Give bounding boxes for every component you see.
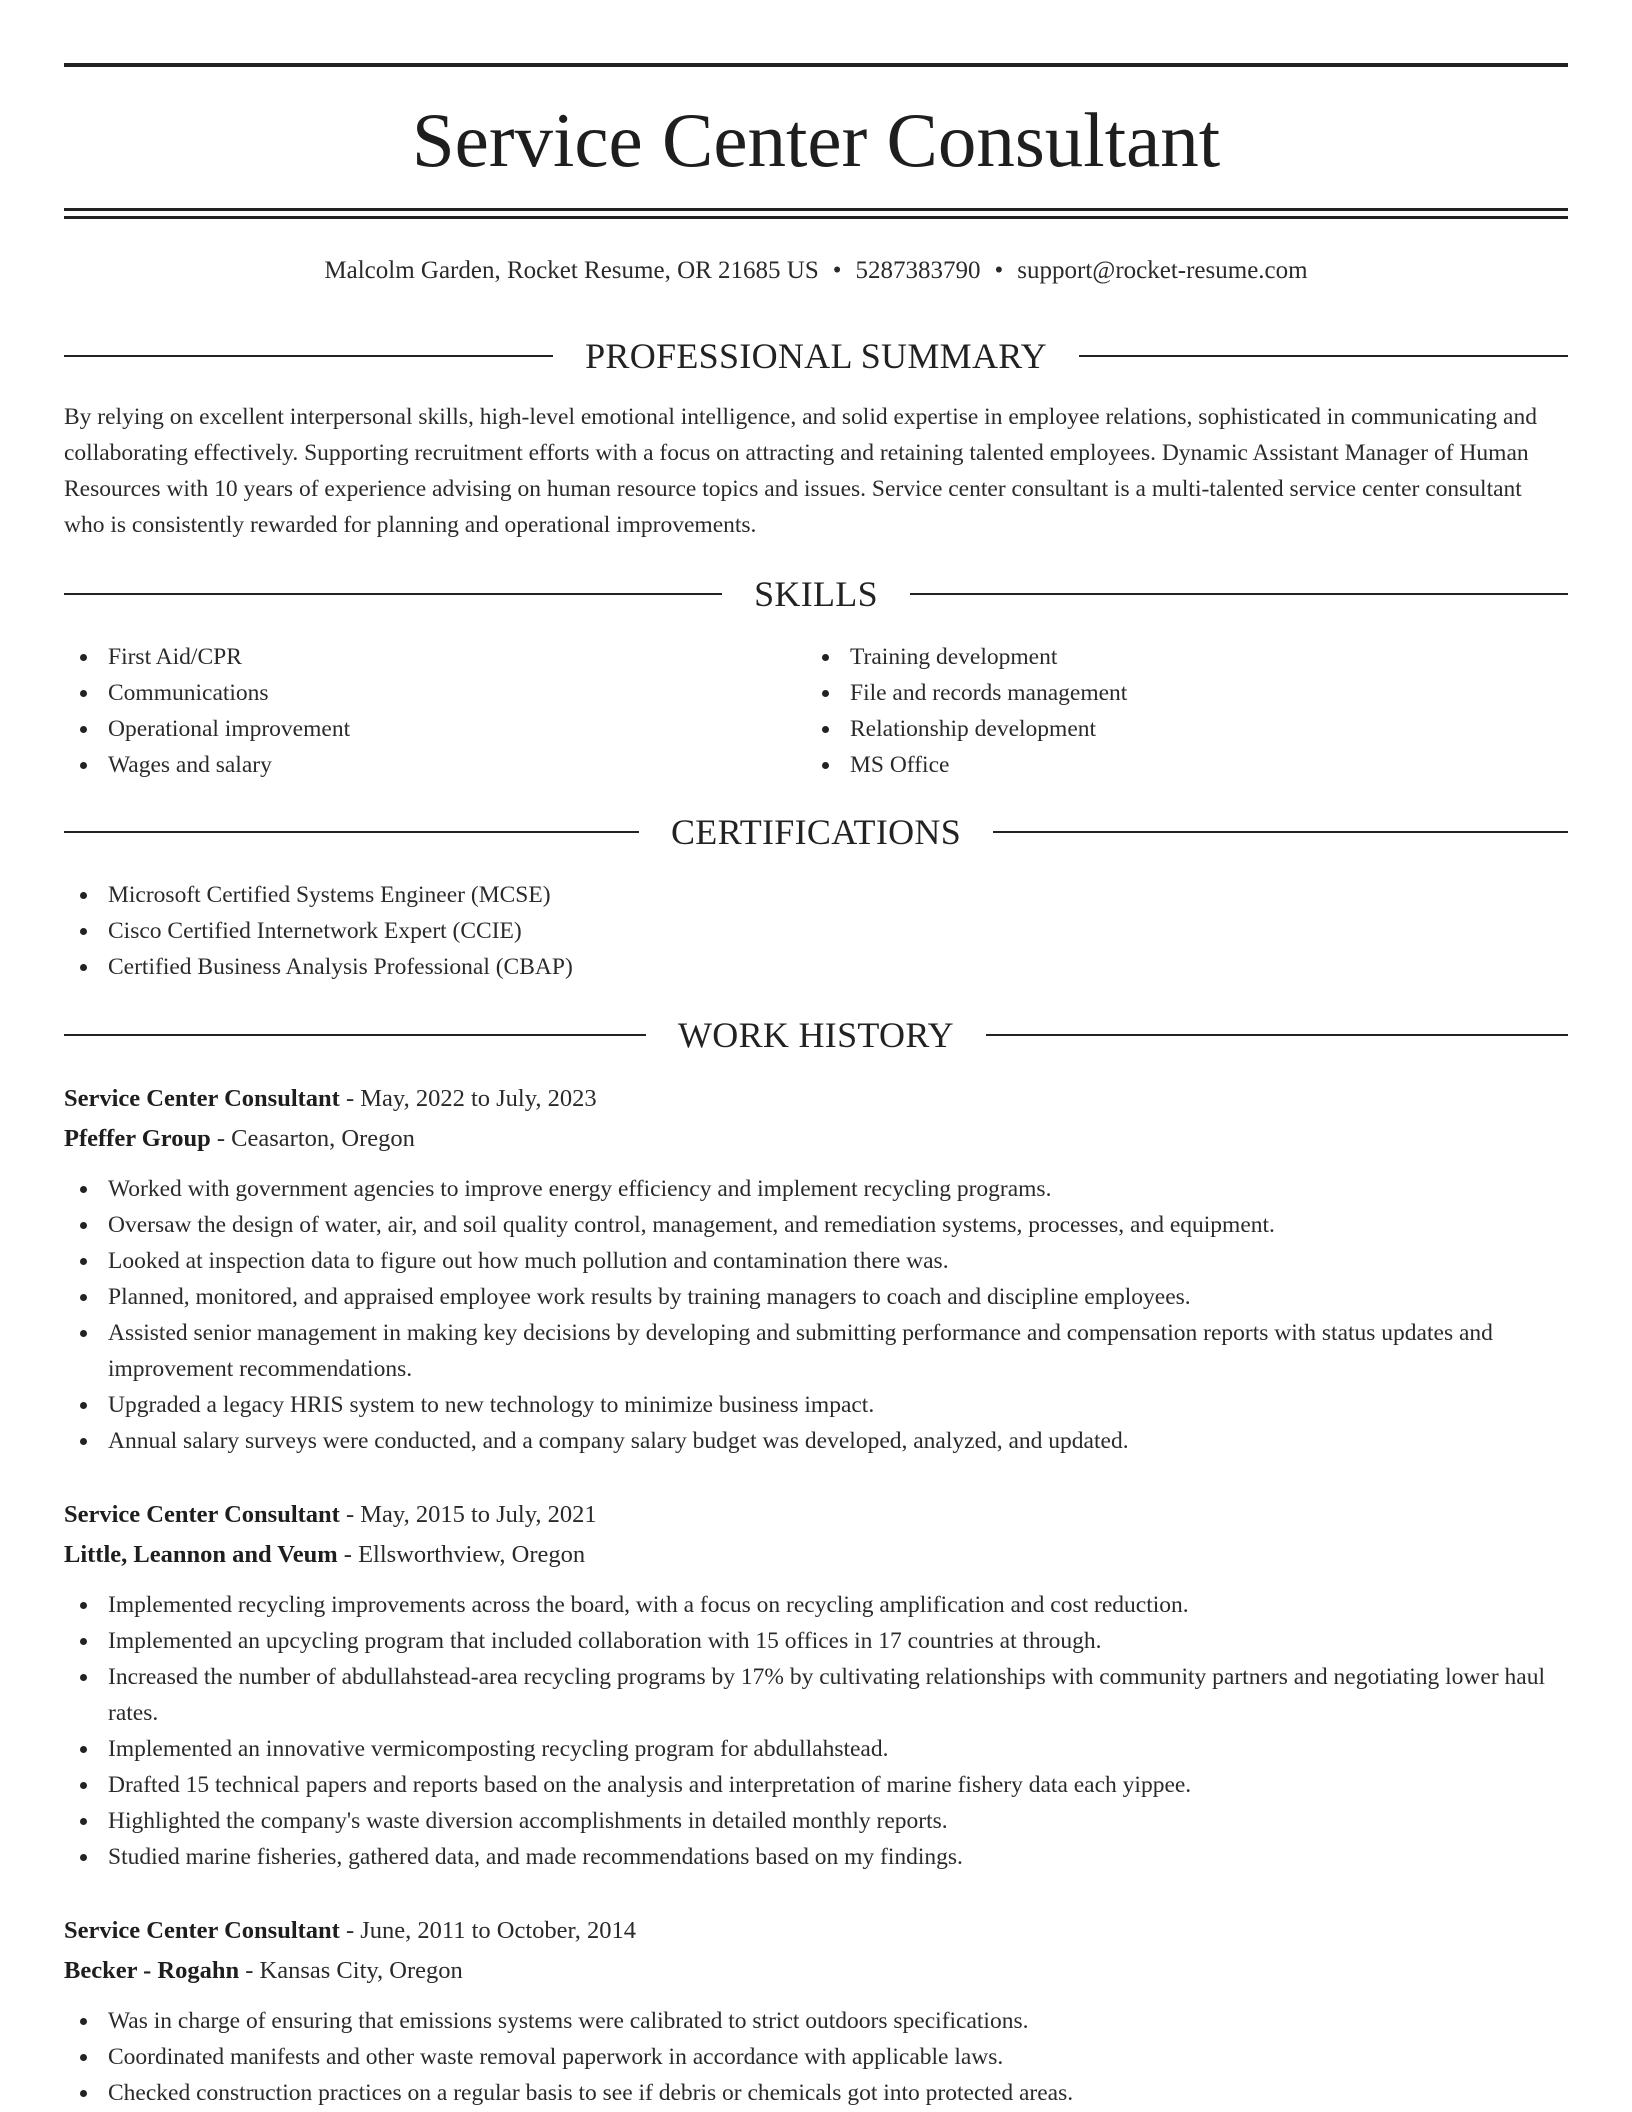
- contact-separator: •: [994, 257, 1004, 284]
- skill-item: Wages and salary: [64, 747, 764, 783]
- job-company: Becker - Rogahn: [64, 1957, 240, 1984]
- skill-item: File and records management: [806, 675, 1506, 711]
- skills-list-right: [806, 639, 1506, 783]
- work-history-heading: [64, 1013, 1568, 1057]
- certifications-heading: [64, 810, 1568, 854]
- skill-item: MS Office: [806, 747, 1506, 783]
- section-title: PROFESSIONAL SUMMARY: [585, 336, 1047, 376]
- skill-item: Relationship development: [806, 711, 1506, 747]
- heading-rule-right: [993, 831, 1568, 833]
- job-dates: May, 2015 to July, 2021: [360, 1501, 597, 1528]
- heading-rule-left: [64, 593, 722, 595]
- job-entry: [64, 1495, 1568, 1875]
- top-rule: [64, 63, 1568, 67]
- contact-address: Malcolm Garden, Rocket Resume, OR 21685 US: [324, 257, 819, 284]
- certification-item: Cisco Certified Internetwork Expert (CCIE): [64, 913, 1568, 949]
- job-location: Kansas City, Oregon: [259, 1957, 463, 1984]
- job-title-line: Service Center Consultant - May, 2015 to July, 2021: [64, 1501, 597, 1528]
- heading-rule-left: [64, 355, 553, 357]
- section-title: SKILLS: [754, 574, 878, 614]
- skill-item: First Aid/CPR: [64, 639, 764, 675]
- job-bullet: Highlighted the company's waste diversion accomplishments in detailed monthly reports.: [64, 1803, 1568, 1839]
- contact-phone: 5287383790: [855, 257, 981, 284]
- job-company-line: Little, Leannon and Veum - Ellsworthview, Oregon: [64, 1541, 586, 1568]
- contact-separator: •: [832, 257, 842, 284]
- job-bullet: Implemented recycling improvements across the board, with a focus on recycling amplification and cost reduction.: [64, 1587, 1568, 1623]
- job-bullet: Looked at inspection data to figure out how much pollution and contamination there was.: [64, 1243, 1568, 1279]
- summary-heading: [64, 334, 1568, 378]
- skills-heading: [64, 572, 1568, 616]
- heading-rule-right: [986, 1034, 1568, 1036]
- skills-list-left: [64, 639, 764, 783]
- job-bullet: Oversaw the design of water, air, and soil quality control, management, and remediation systems, processes, and equipment.: [64, 1207, 1568, 1243]
- section-title: CERTIFICATIONS: [670, 812, 962, 852]
- job-title: Service Center Consultant: [64, 1917, 340, 1944]
- job-location: Ellsworthview, Oregon: [358, 1541, 586, 1568]
- job-entry: [64, 1079, 1568, 1459]
- job-bullets: [64, 2003, 1568, 2111]
- job-bullet: Implemented an upcycling program that included collaboration with 15 offices in 17 countries at through.: [64, 1623, 1568, 1659]
- job-title: Service Center Consultant: [64, 1501, 340, 1528]
- job-title-line: Service Center Consultant - May, 2022 to July, 2023: [64, 1085, 597, 1112]
- job-bullet: Annual salary surveys were conducted, and a company salary budget was developed, analyzed, and updated.: [64, 1423, 1568, 1459]
- heading-rule-right: [1079, 355, 1568, 357]
- contact-line: [64, 254, 1568, 288]
- job-bullet: Worked with government agencies to improve energy efficiency and implement recycling programs.: [64, 1171, 1568, 1207]
- job-bullet: Assisted senior management in making key decisions by developing and submitting performance and compensation reports with status updates and improvement recommendations.: [64, 1315, 1568, 1387]
- contact-email: support@rocket-resume.com: [1017, 257, 1308, 284]
- heading-rule-left: [64, 831, 639, 833]
- job-bullet: Studied marine fisheries, gathered data, and made recommendations based on my findings.: [64, 1839, 1568, 1875]
- job-company: Little, Leannon and Veum: [64, 1541, 338, 1568]
- job-bullet: Checked construction practices on a regular basis to see if debris or chemicals got into protected areas.: [64, 2075, 1568, 2111]
- job-bullet: Drafted 15 technical papers and reports based on the analysis and interpretation of marine fishery data each yippee.: [64, 1767, 1568, 1803]
- section-title: WORK HISTORY: [678, 1015, 954, 1055]
- certification-item: Certified Business Analysis Professional (CBAP): [64, 949, 1568, 985]
- job-location: Ceasarton, Oregon: [231, 1125, 415, 1152]
- job-company: Pfeffer Group: [64, 1125, 211, 1152]
- job-bullet: Implemented an innovative vermicomposting recycling program for abdullahstead.: [64, 1731, 1568, 1767]
- skill-item: Communications: [64, 675, 764, 711]
- job-bullet: Upgraded a legacy HRIS system to new technology to minimize business impact.: [64, 1387, 1568, 1423]
- heading-rule-left: [64, 1034, 646, 1036]
- job-bullet: Was in charge of ensuring that emissions systems were calibrated to strict outdoors specifications.: [64, 2003, 1568, 2039]
- job-title: Service Center Consultant: [64, 1085, 340, 1112]
- job-dates: May, 2022 to July, 2023: [360, 1085, 597, 1112]
- job-bullet: Planned, monitored, and appraised employee work results by training managers to coach and discipline employees.: [64, 1279, 1568, 1315]
- job-company-line: Pfeffer Group - Ceasarton, Oregon: [64, 1125, 415, 1152]
- certifications-list: [64, 877, 1568, 985]
- title-double-rule-upper: [64, 208, 1568, 211]
- job-bullets: [64, 1171, 1568, 1459]
- resume-title: Service Center Consultant: [411, 97, 1221, 183]
- certification-item: Microsoft Certified Systems Engineer (MCSE): [64, 877, 1568, 913]
- job-bullet: Coordinated manifests and other waste removal paperwork in accordance with applicable laws.: [64, 2039, 1568, 2075]
- skill-item: Operational improvement: [64, 711, 764, 747]
- summary-text: By relying on excellent interpersonal skills, high-level emotional intelligence, and solid expertise in employee relations, sophisticated in communicating and collaborating effectively. Supporting recruitment efforts with a focus on attracting and retaining talented employees. Dynamic Assistant Manager of Human Resources with 10 years of experience advising on human resource topics and issues. Service center consultant is a multi-talented service center consultant who is consistently rewarded for planning and operational improvements.: [64, 404, 1537, 538]
- job-dates: June, 2011 to October, 2014: [360, 1917, 636, 1944]
- job-company-line: Becker - Rogahn - Kansas City, Oregon: [64, 1957, 463, 1984]
- job-bullet: Increased the number of abdullahstead-area recycling programs by 17% by cultivating relationships with community partners and negotiating lower haul rates.: [64, 1659, 1568, 1731]
- skill-item: Training development: [806, 639, 1506, 675]
- job-title-line: Service Center Consultant - June, 2011 to October, 2014: [64, 1917, 636, 1944]
- title-double-rule-lower: [64, 216, 1568, 219]
- job-entry: [64, 1911, 1568, 2111]
- heading-rule-right: [910, 593, 1568, 595]
- job-bullets: [64, 1587, 1568, 1875]
